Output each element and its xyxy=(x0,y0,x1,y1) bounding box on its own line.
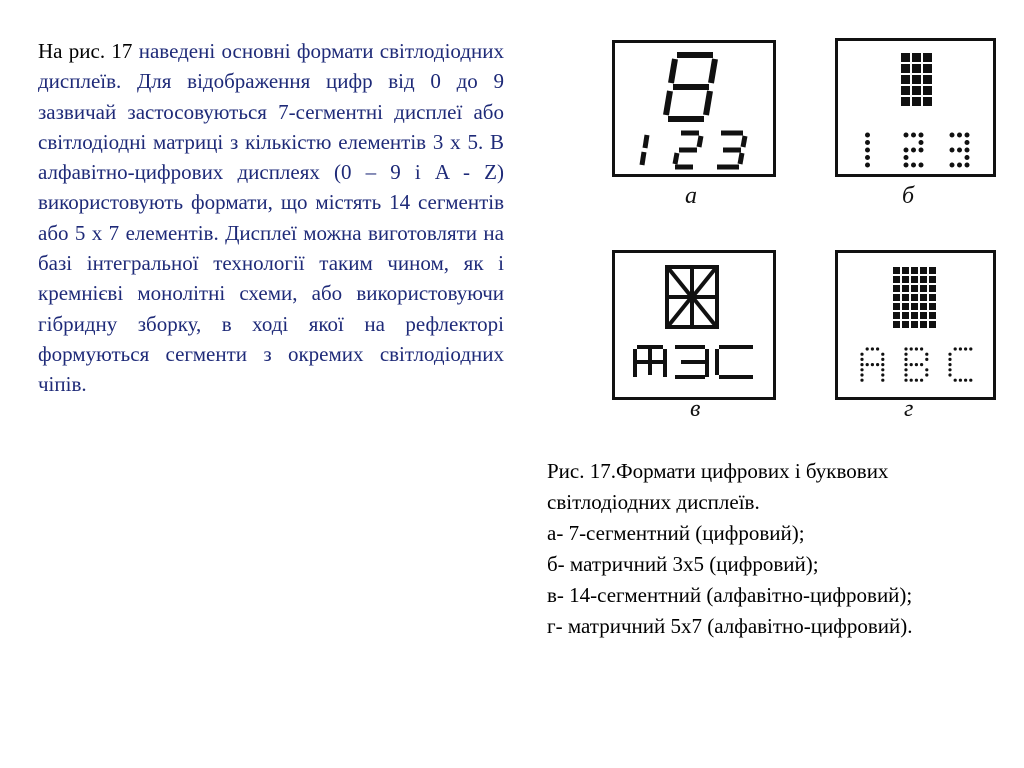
figure-caption xyxy=(547,456,1017,642)
letter-c-fourteen-seg xyxy=(717,347,753,377)
paragraph-part1: На рис. 17 xyxy=(38,39,139,63)
dot-letter-a xyxy=(860,347,884,381)
caption-item-b: б- матричний 3х5 (цифровий); xyxy=(547,552,819,576)
panel-label-v: в xyxy=(690,396,701,422)
caption-title-line1: Рис. 17.Формати цифрових і буквових xyxy=(547,459,889,483)
panel-a-seven-segment xyxy=(612,40,776,177)
big-starburst-char xyxy=(667,267,717,327)
big-matrix-5x7 xyxy=(893,267,936,328)
big-matrix-3x5 xyxy=(901,53,932,106)
paragraph-part2: наведені основні формати світлодіодних дисплеїв. Для відображення цифр від 0 до 9 зазвичай застосовуються 7-сегментні дисплеї або світлодіодні матриці з кількістю елементів 3 х 5. В алфавітно-цифрових дисплеях (0 – 9 і A - Z) використовують формати, що містять 14 сегментів або 5 х 7 елементів. Дисплеї можна виготовляти на базі інтегральної технології таким чином, як і кремнієві монолітні схеми, або використовуючи гібридну зборку, в ході якої на рефлекторі формуються сегменти з окремих світлодіодних чіпів. xyxy=(38,39,504,397)
dot-digit-1 xyxy=(865,133,870,168)
caption-item-v: в- 14-сегментний (алфавітно-цифровий); xyxy=(547,583,913,607)
panel-label-b: б xyxy=(902,183,915,209)
caption-title-line2: світлодіодних дисплеїв. xyxy=(547,490,760,514)
seven-segment-drawing xyxy=(615,43,773,174)
dot-letter-b xyxy=(904,347,928,381)
letter-a-fourteen-seg xyxy=(635,347,665,377)
digit-2-seven-seg xyxy=(675,133,701,167)
matrix-5x7-drawing xyxy=(838,253,993,397)
dot-digit-2 xyxy=(904,133,924,168)
digit-1-seven-seg xyxy=(642,135,647,165)
caption-item-g: г- матричний 5х7 (алфавітно-цифровий). xyxy=(547,614,913,638)
fourteen-segment-drawing xyxy=(615,253,773,397)
letter-e-fourteen-seg xyxy=(675,347,707,377)
digit-3-seven-seg xyxy=(717,133,745,167)
panel-v-fourteen-segment xyxy=(612,250,776,400)
dot-digit-3 xyxy=(950,133,970,168)
big-digit-8 xyxy=(666,55,715,119)
panel-label-a: а xyxy=(685,183,697,209)
panel-b-matrix-3x5 xyxy=(835,38,996,177)
matrix-3x5-drawing xyxy=(838,41,993,174)
panel-label-g: г xyxy=(904,396,914,422)
panel-g-matrix-5x7 xyxy=(835,250,996,400)
body-paragraph xyxy=(38,36,504,400)
dot-letter-c xyxy=(948,347,972,381)
display-formats-figure xyxy=(600,30,1020,430)
caption-item-a: а- 7-сегментний (цифровий); xyxy=(547,521,805,545)
